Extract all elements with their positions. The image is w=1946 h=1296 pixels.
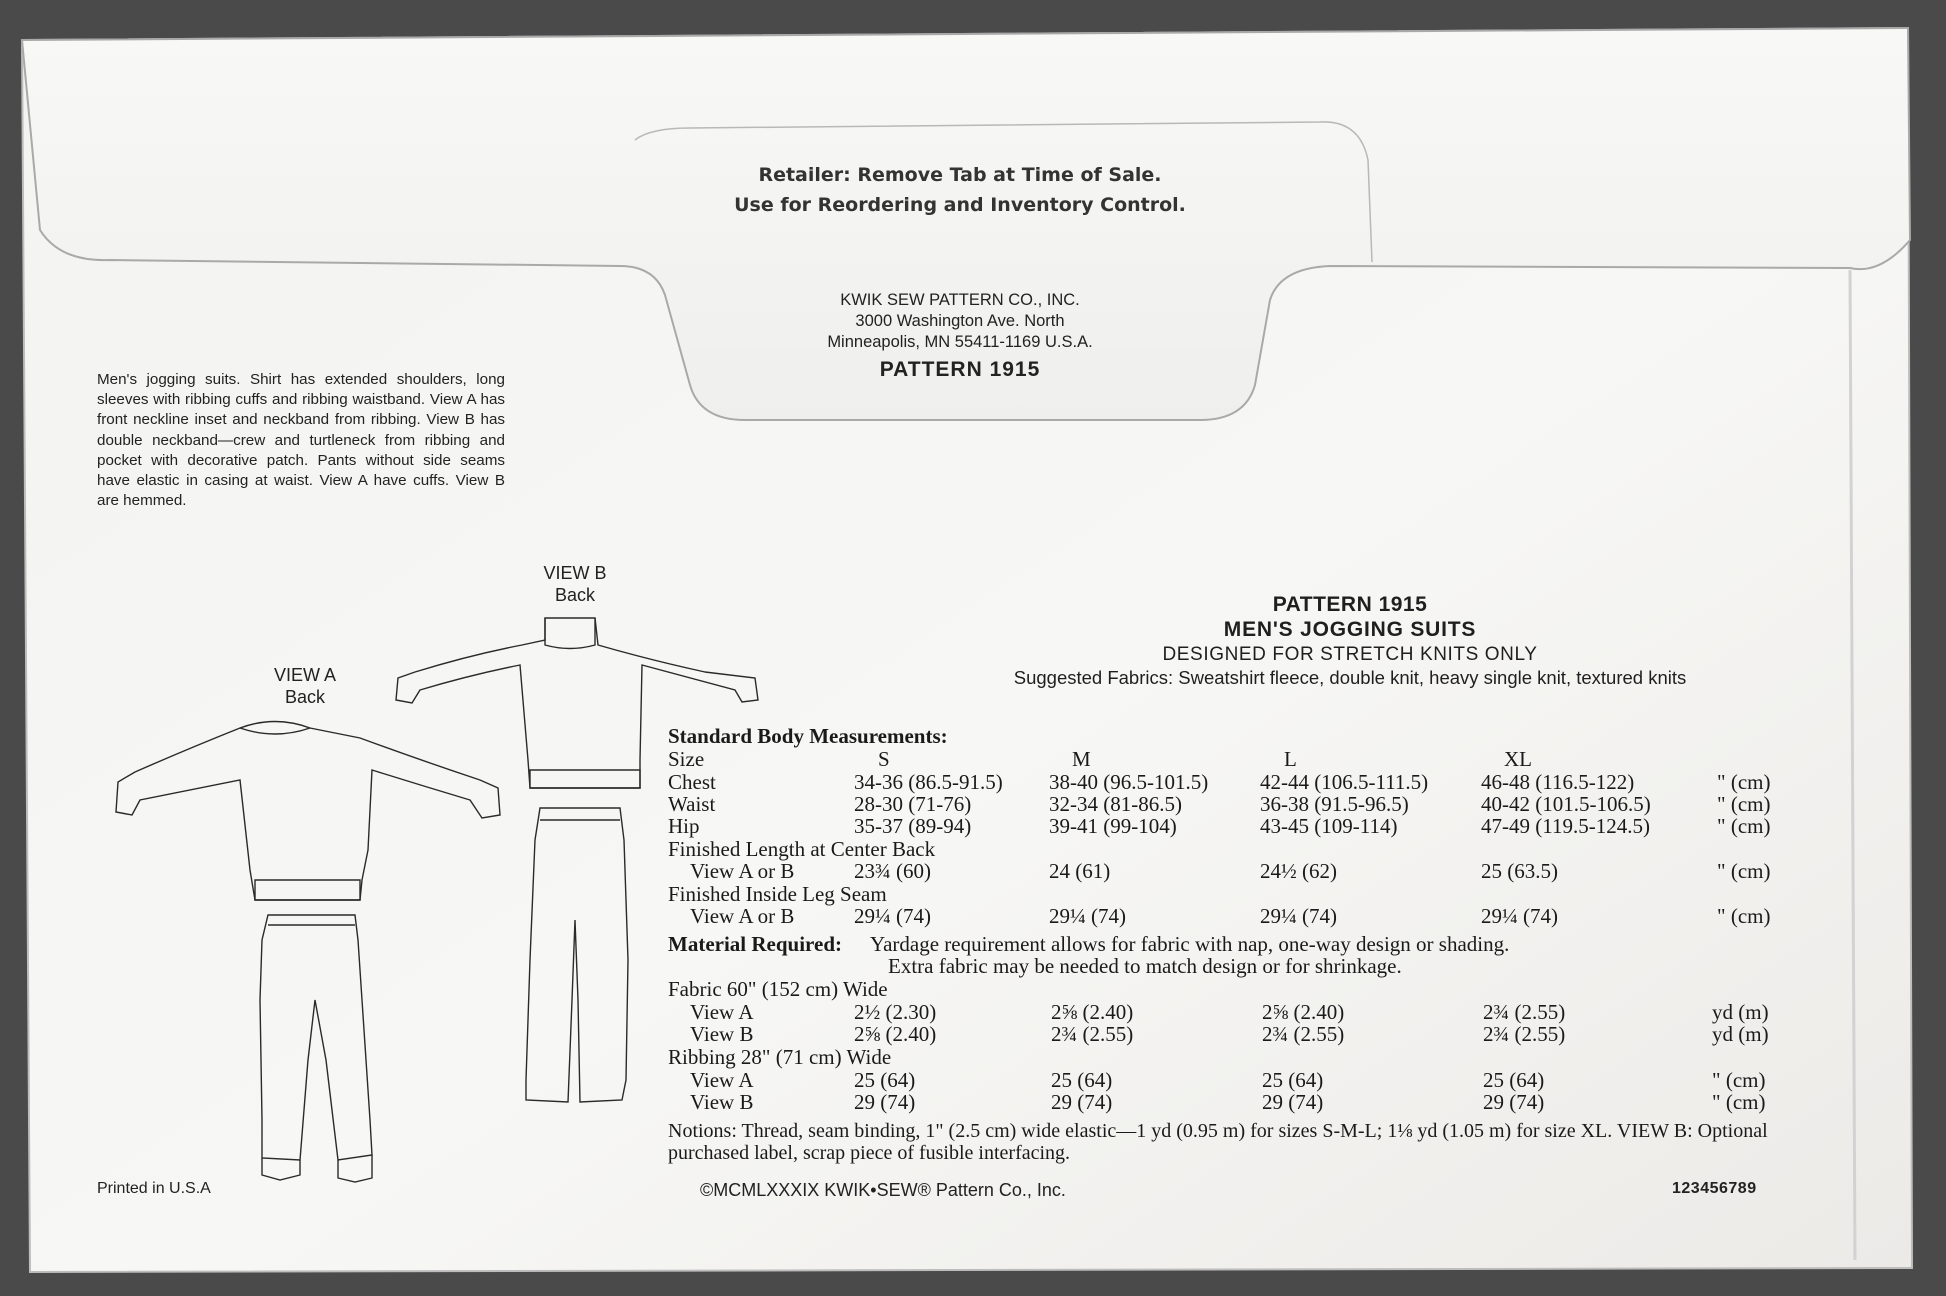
- cell-s: 2½ (2.30): [854, 1000, 937, 1024]
- cell-s: 25 (64): [854, 1068, 916, 1092]
- description-text: Men's jogging suits. Shirt has extended shoulders, long sleeves with ribbing cuffs and ribbing waistband. View A has front neckline inset and neckband from ribbing. View B has double neckband—crew and turtleneck from ribbing and pocket with decorative patch. Pants without side seams have elastic in casing at waist. View A have cuffs. View B are hemmed.: [97, 371, 505, 510]
- row-label: Hip: [668, 814, 700, 838]
- inseam-heading: Finished Inside Leg Seam: [668, 882, 887, 906]
- fabric-row-view-a: [668, 1001, 1868, 1023]
- cell-xl: 47-49 (119.5-124.5): [1481, 814, 1650, 838]
- cell-m: 32-34 (81-86.5): [1049, 792, 1182, 816]
- row-label: Waist: [668, 792, 716, 816]
- cell-s: 2⅝ (2.40): [854, 1022, 937, 1046]
- row-label: View A or B: [690, 859, 795, 883]
- cell-m: 24 (61): [1049, 859, 1111, 883]
- cell-m: 25 (64): [1051, 1068, 1113, 1092]
- view-a-label: [255, 664, 355, 708]
- fabric-row-view-b: [668, 1023, 1868, 1045]
- size-xl: XL: [1504, 747, 1532, 771]
- ribbing-row-view-b: [668, 1091, 1868, 1113]
- size-l: L: [1284, 747, 1297, 771]
- cell-unit: " (cm): [1712, 1090, 1766, 1114]
- measure-row-hip: [668, 815, 1868, 837]
- cell-s: 23¾ (60): [854, 859, 931, 883]
- size-m: M: [1072, 747, 1091, 771]
- cell-xl: 46-48 (116.5-122): [1481, 770, 1635, 794]
- notions-text: Notions: Thread, seam binding, 1" (2.5 cm) wide elastic—1 yd (0.95 m) for sizes S-M-L; 1⅛ yd (1.05 m) for size XL. VIEW B: Optional purchased label, scrap piece of fusible interfacing.: [668, 1120, 1768, 1164]
- material-row-2: [668, 955, 1868, 977]
- cell-unit: " (cm): [1717, 814, 1771, 838]
- cell-unit: " (cm): [1717, 904, 1771, 928]
- cell-xl: 25 (64): [1483, 1068, 1545, 1092]
- cell-s: 29 (74): [854, 1090, 916, 1114]
- printed-in: Printed in U.S.A: [97, 1180, 211, 1197]
- company-name: KWIK SEW PATTERN CO., INC.: [840, 291, 1080, 309]
- measure-row-inseam: [668, 905, 1868, 927]
- size-header-row: [668, 748, 1868, 770]
- fabric-heading-row: [668, 978, 1868, 1000]
- cell-xl: 40-42 (101.5-106.5): [1481, 792, 1651, 816]
- fabric-heading: Fabric 60" (152 cm) Wide: [668, 977, 888, 1001]
- cell-xl: 29 (74): [1483, 1090, 1545, 1114]
- cell-s: 34-36 (86.5-91.5): [854, 770, 1003, 794]
- material-heading: Material Required:: [668, 932, 842, 956]
- view-a-title: VIEW A: [273, 665, 336, 685]
- row-label: View B: [690, 1022, 754, 1046]
- cell-m: 38-40 (96.5-101.5): [1049, 770, 1209, 794]
- pattern-header: [800, 593, 1900, 689]
- view-b-subtitle: Back: [554, 585, 596, 605]
- cell-unit: yd (m): [1712, 1000, 1769, 1024]
- cell-xl: 29¼ (74): [1481, 904, 1558, 928]
- tab-line-2: Use for Reordering and Inventory Control.: [734, 194, 1186, 216]
- cell-m: 29¼ (74): [1049, 904, 1126, 928]
- header-subtitle: DESIGNED FOR STRETCH KNITS ONLY: [1162, 644, 1538, 665]
- cell-s: 29¼ (74): [854, 904, 931, 928]
- material-row-1: [668, 933, 1868, 955]
- ribbing-row-view-a: [668, 1069, 1868, 1091]
- cell-l: 42-44 (106.5-111.5): [1260, 770, 1429, 794]
- row-label: View A or B: [690, 904, 795, 928]
- cell-l: 29¼ (74): [1260, 904, 1337, 928]
- measure-row-waist: [668, 793, 1868, 815]
- barcode-number: 123456789: [1672, 1180, 1757, 1197]
- ribbing-heading-row: [668, 1046, 1868, 1068]
- header-title: MEN'S JOGGING SUITS: [1223, 618, 1477, 641]
- cell-m: 2⅝ (2.40): [1051, 1000, 1134, 1024]
- cell-xl: 25 (63.5): [1481, 859, 1558, 883]
- cell-l: 2¾ (2.55): [1262, 1022, 1345, 1046]
- view-a-subtitle: Back: [284, 687, 326, 707]
- row-label: View A: [690, 1000, 754, 1024]
- copyright: ©MCMLXXXIX KWIK•SEW® Pattern Co., Inc.: [700, 1180, 1066, 1200]
- material-line-1: Yardage requirement allows for fabric with nap, one-way design or shading.: [870, 932, 1510, 956]
- material-line-2: Extra fabric may be needed to match design or for shrinkage.: [888, 954, 1402, 978]
- cell-l: 36-38 (91.5-96.5): [1260, 792, 1409, 816]
- company-address-line-2: Minneapolis, MN 55411-1169 U.S.A.: [827, 333, 1093, 351]
- cell-m: 2¾ (2.55): [1051, 1022, 1134, 1046]
- length-heading: Finished Length at Center Back: [668, 837, 936, 861]
- cell-l: 25 (64): [1262, 1068, 1324, 1092]
- measure-row-chest: [668, 771, 1868, 793]
- cell-unit: " (cm): [1717, 770, 1771, 794]
- inseam-heading-row: [668, 883, 1868, 905]
- measurements-heading-row: [668, 725, 1868, 747]
- length-heading-row: [668, 838, 1868, 860]
- row-label: View A: [690, 1068, 754, 1092]
- cell-m: 39-41 (99-104): [1049, 814, 1177, 838]
- company-address-line-1: 3000 Washington Ave. North: [855, 312, 1065, 330]
- company-pattern-number: PATTERN 1915: [879, 358, 1041, 381]
- company-address: [720, 290, 1200, 380]
- view-b-title: VIEW B: [543, 563, 607, 583]
- cell-m: 29 (74): [1051, 1090, 1113, 1114]
- cell-l: 43-45 (109-114): [1260, 814, 1398, 838]
- suggested-fabrics: Suggested Fabrics: Sweatshirt fleece, double knit, heavy single knit, textured knits: [1013, 667, 1687, 688]
- cell-l: 29 (74): [1262, 1090, 1324, 1114]
- cell-l: 2⅝ (2.40): [1262, 1000, 1345, 1024]
- cell-s: 35-37 (89-94): [854, 814, 972, 838]
- size-s: S: [878, 747, 890, 771]
- ribbing-heading: Ribbing 28" (71 cm) Wide: [668, 1045, 892, 1069]
- cell-l: 24½ (62): [1260, 859, 1337, 883]
- cell-xl: 2¾ (2.55): [1483, 1022, 1566, 1046]
- cell-unit: " (cm): [1717, 859, 1771, 883]
- tab-line-1: Retailer: Remove Tab at Time of Sale.: [758, 164, 1162, 186]
- measurements-heading: Standard Body Measurements:: [668, 724, 948, 748]
- cell-unit: " (cm): [1717, 792, 1771, 816]
- measure-row-length: [668, 860, 1868, 882]
- header-pattern-number: PATTERN 1915: [1272, 593, 1428, 616]
- size-label: Size: [668, 747, 705, 771]
- cell-unit: yd (m): [1712, 1022, 1769, 1046]
- retailer-tab-text: [680, 160, 1240, 220]
- cell-unit: " (cm): [1712, 1068, 1766, 1092]
- cell-xl: 2¾ (2.55): [1483, 1000, 1566, 1024]
- cell-s: 28-30 (71-76): [854, 792, 972, 816]
- row-label: View B: [690, 1090, 754, 1114]
- row-label: Chest: [668, 770, 716, 794]
- view-b-label: [525, 562, 625, 606]
